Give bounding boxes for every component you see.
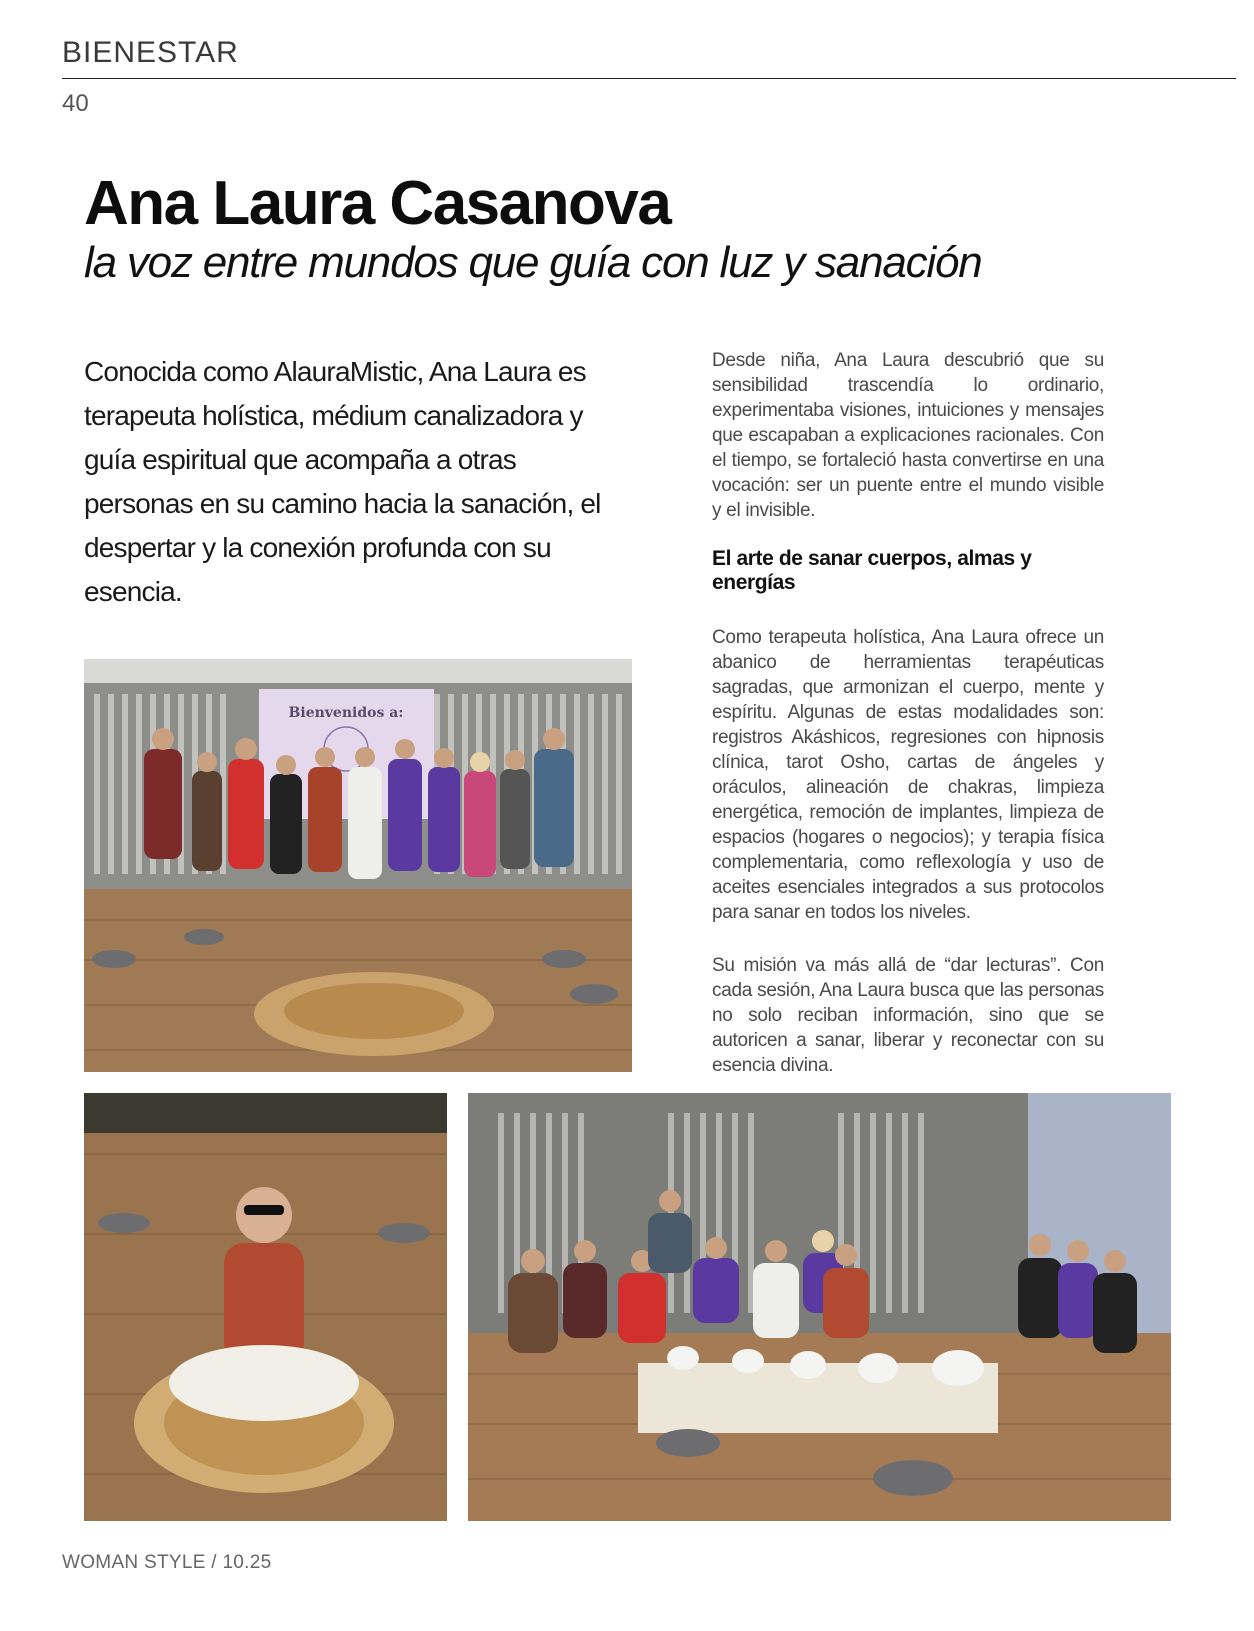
article-lead: Conocida como AlauraMistic, Ana Laura es terapeuta holística, médium canalizadora y guía espiritual que acompaña a otras personas en su camino hacia la sanación, el despertar y la conexión profunda con su esencia.	[84, 356, 601, 607]
body-paragraph-3: Su misión va más allá de “dar lecturas”. Con cada sesión, Ana Laura busca que las personas no solo reciban información, sino que se autoricen a sanar, liberar y reconectar con su esencia divina.	[712, 955, 1104, 1076]
group-photo	[84, 659, 632, 1072]
circle-photo	[468, 1093, 1171, 1521]
magazine-footer: WOMAN STYLE / 10.25	[62, 1552, 272, 1573]
header-divider	[62, 78, 1236, 79]
article-subtitle: la voz entre mundos que guía con luz y sanación	[84, 238, 982, 287]
article-subheading: El arte de sanar cuerpos, almas y energías	[712, 547, 1032, 594]
page-number: 40	[62, 90, 89, 117]
article-title: Ana Laura Casanova	[84, 169, 671, 238]
section-label: BIENESTAR	[62, 36, 239, 69]
banner-text: Bienvenidos a:	[288, 705, 404, 721]
article-body-column	[712, 348, 1104, 1078]
body-paragraph-1: Desde niña, Ana Laura descubrió que su sensibilidad trascendía lo ordinario, experimentaba visiones, intuiciones y mensajes que escapaban a explicaciones racionales. Con el tiempo, se fortaleció hasta convertirse en una vocación: ser un puente entre el mundo visible y el invisible.	[712, 350, 1104, 521]
portrait-photo	[84, 1093, 447, 1521]
body-paragraph-2: Como terapeuta holística, Ana Laura ofrece un abanico de herramientas terapéuticas sagradas, que armonizan el cuerpo, mente y espíritu. Algunas de estas modalidades son: registros Akáshicos, regresiones con hipnosis clínica, tarot Osho, cartas de ángeles y oráculos, alineación de chakras, limpieza energética, remoción de implantes, limpieza de espacios (hogares o negocios); y terapia física complementaria, como reflexología y uso de aceites esenciales integrados a sus protocolos para sanar en todos los niveles.	[712, 627, 1104, 923]
